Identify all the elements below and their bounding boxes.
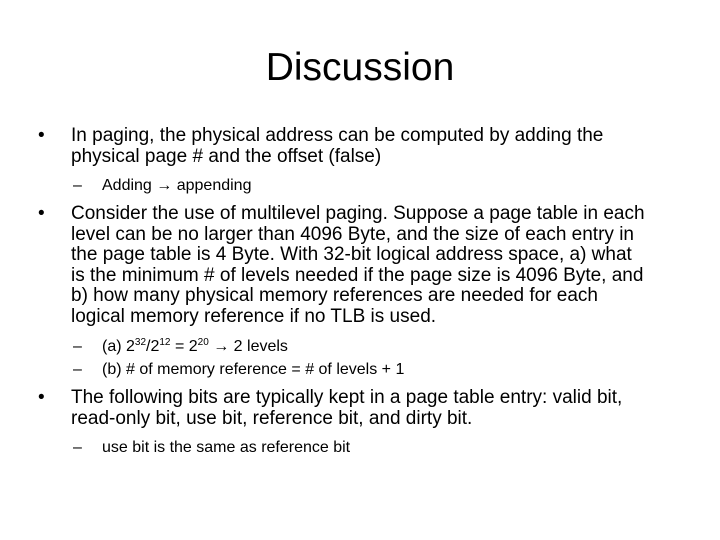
bullet-line: In paging, the physical address can be computed by adding the (71, 125, 604, 146)
sub-item-answer-a (32, 337, 692, 357)
dash-icon: – (73, 338, 82, 355)
sub-item-adding-appending (32, 176, 692, 196)
sub-text-after: appending (176, 177, 252, 194)
bullet-line: Consider the use of multilevel paging. Suppose a page table in each (71, 203, 645, 224)
bullet-item-paging-address (32, 126, 692, 167)
bullet-line: level can be no larger than 4096 Byte, and the size of each entry in (71, 223, 634, 245)
bullet-line: b) how many physical memory references are needed for each (71, 285, 598, 306)
answer-b-text: (b) # of memory reference = # of levels + 1 (102, 361, 405, 378)
dash-icon: – (73, 177, 82, 194)
bullet-line: physical page # and the offset (false) (71, 145, 382, 167)
sub-text-before: Adding (102, 177, 152, 194)
dash-icon: – (73, 361, 82, 378)
bullet-item-multilevel-paging (32, 204, 692, 327)
bullet-line: the page table is 4 Byte. With 32-bit logical address space, a) what (71, 244, 632, 265)
bullet-line: is the minimum # of levels needed if the page size is 4096 Byte, and (71, 264, 644, 286)
dash-icon: – (73, 439, 82, 456)
answer-a-prefix: (a) 2 (102, 338, 135, 355)
exponent: 12 (159, 337, 171, 348)
arrow-right-icon: → (213, 338, 230, 355)
bullet-line: logical memory reference if no TLB is used. (71, 305, 437, 327)
answer-a-mid: = 2 (170, 338, 198, 355)
exponent: 20 (197, 337, 209, 348)
sub-item-use-bit (32, 438, 692, 458)
bullet-item-page-table-bits (32, 388, 692, 429)
answer-a-mid: /2 (146, 338, 160, 355)
bullet-line: The following bits are typically kept in a page table entry: valid bit, (71, 387, 623, 408)
slide-title: Discussion (265, 46, 455, 89)
arrow-right-icon: → (156, 177, 173, 194)
bullet-icon: • (38, 387, 45, 408)
exponent: 32 (134, 337, 147, 348)
bullet-icon: • (38, 203, 45, 224)
bullet-line: read-only bit, use bit, reference bit, and dirty bit. (71, 407, 473, 429)
bullet-list (32, 126, 692, 458)
sub-item-answer-b (32, 360, 692, 380)
bullet-icon: • (38, 125, 45, 146)
use-bit-text: use bit is the same as reference bit (102, 439, 351, 456)
answer-a-result: 2 levels (233, 338, 288, 355)
